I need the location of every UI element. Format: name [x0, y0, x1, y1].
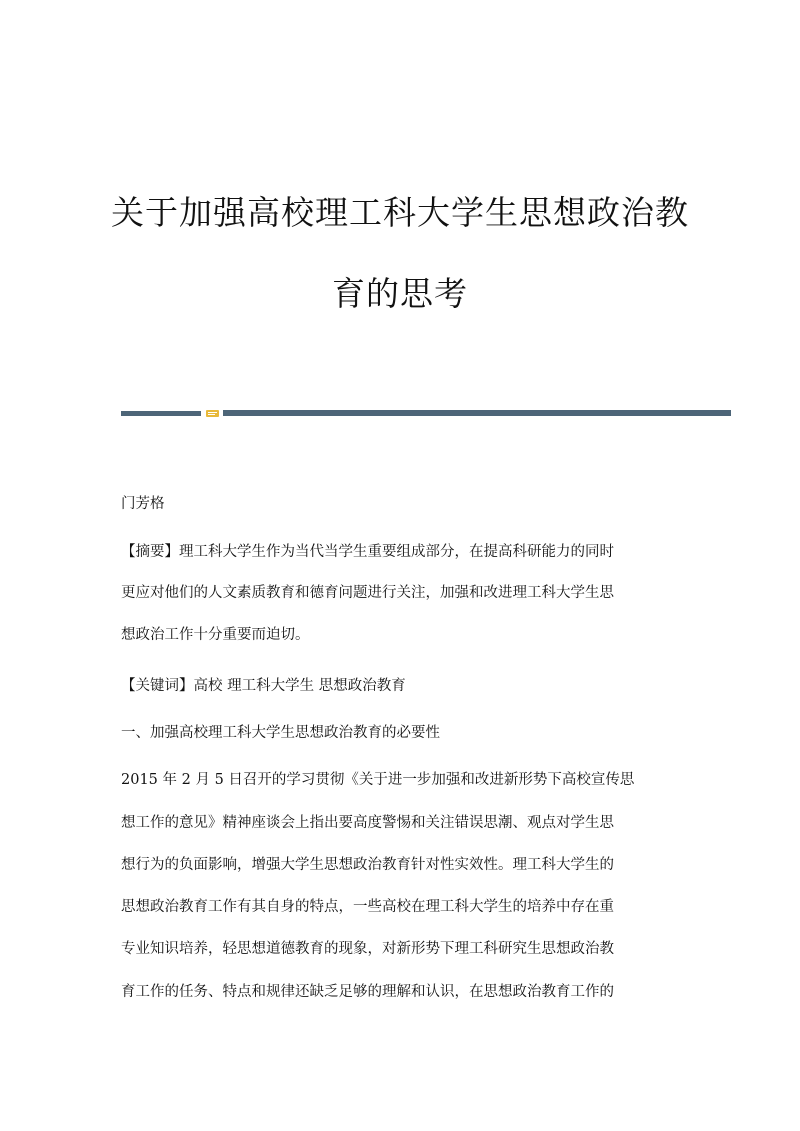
abstract-line: 想政治工作十分重要而迫切。 — [121, 627, 310, 643]
section-heading: 一、加强高校理工科大学生思想政治教育的必要性 — [121, 725, 440, 741]
body-text-line: 2015 年 2 月 5 日召开的学习贯彻《关于进一步加强和改进新形势下高校宣传思 — [121, 772, 635, 788]
title-divider — [121, 409, 731, 417]
pencil-ornament-icon — [206, 409, 219, 418]
body-text-line: 专业知识培养，轻思想道德教育的现象，对新形势下理工科研究生思想政治教 — [121, 941, 614, 957]
author-name: 门芳格 — [121, 496, 165, 512]
body-text-line: 育工作的任务、特点和规律还缺乏足够的理解和认识，在思想政治教育工作的 — [121, 984, 614, 1000]
document-title-line-1: 关于加强高校理工科大学生思想政治教 — [111, 193, 689, 232]
divider-bar-right — [223, 410, 731, 416]
divider-bar-left — [121, 411, 201, 416]
body-text-line: 思想政治教育工作有其自身的特点，一些高校在理工科大学生的培养中存在重 — [121, 899, 614, 915]
abstract-line: 更应对他们的人文素质教育和德育问题进行关注，加强和改进理工科大学生思 — [121, 585, 614, 601]
body-text-line: 想行为的负面影响，增强大学生思想政治教育针对性实效性。理工科大学生的 — [121, 857, 614, 873]
abstract-line: 【摘要】理工科大学生作为当代当学生重要组成部分，在提高科研能力的同时 — [121, 544, 614, 560]
body-text-line: 想工作的意见》精神座谈会上指出要高度警惕和关注错误思潮、观点对学生思 — [121, 815, 614, 831]
document-title-line-2: 育的思考 — [332, 274, 468, 313]
keywords: 【关键词】高校 理工科大学生 思想政治教育 — [121, 678, 406, 694]
